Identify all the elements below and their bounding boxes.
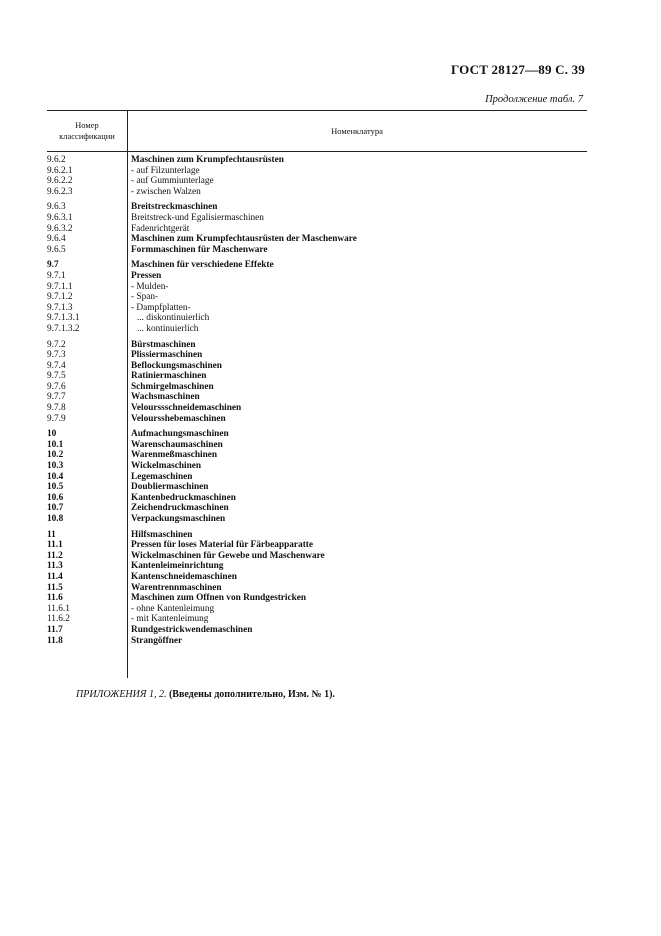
- nomenclature-name: Kantenbedruckmaschinen: [131, 492, 236, 503]
- nomenclature-name: Schmirgelmaschinen: [131, 381, 214, 392]
- classification-number: 11.6: [47, 593, 63, 604]
- nomenclature-name: Pressen: [131, 270, 162, 281]
- classification-number: 9.6.3.2: [47, 223, 73, 234]
- table-row: [47, 340, 587, 351]
- classification-number: 9.6.4: [47, 234, 66, 245]
- table-row: [47, 350, 587, 361]
- classification-number: 9.7.7: [47, 392, 66, 403]
- nomenclature-name: Maschinen zum Krumpfechtausrüsten der Maschenware: [131, 234, 357, 245]
- row-group: [47, 429, 587, 524]
- table-row: [47, 551, 587, 562]
- nomenclature-name: Pressen für loses Material für Färbeapparatte: [131, 540, 314, 551]
- nomenclature-name: ... diskontinuierlich: [137, 313, 210, 324]
- nomenclature-name: Fadenrichtgerät: [131, 223, 190, 234]
- classification-number: 9.7.1.3.2: [47, 323, 80, 334]
- nomenclature-name: Wickelmaschinen: [131, 461, 202, 472]
- nomenclature-name: Strangöffner: [131, 635, 183, 646]
- nomenclature-name: Doubliermaschinen: [131, 482, 209, 493]
- table-row: [47, 530, 587, 541]
- nomenclature-name: Kantenleimeinrichtung: [131, 561, 224, 572]
- classification-number: 9.7.5: [47, 371, 66, 382]
- table-row: [47, 155, 587, 166]
- nomenclature-name: Velourssschneidemaschinen: [131, 403, 242, 414]
- nomenclature-name: Maschinen für verschiedene Effekte: [131, 260, 274, 271]
- row-group: [47, 340, 587, 425]
- table-body: [47, 152, 587, 646]
- column-header-nomenclature: Номенклатура: [331, 126, 383, 136]
- table-row: [47, 292, 587, 303]
- nomenclature-name: Rundgestrickwendemaschinen: [131, 624, 253, 635]
- nomenclature-name: Warentrennmaschinen: [131, 582, 222, 593]
- classification-number: 11.7: [47, 624, 63, 635]
- table-row: [47, 382, 587, 393]
- table-row: [47, 614, 587, 625]
- nomenclature-name: Formmaschinen für Maschenware: [131, 244, 268, 255]
- nomenclature-name: ... kontinuierlich: [137, 323, 199, 334]
- table-row: [47, 392, 587, 403]
- table-row: [47, 561, 587, 572]
- classification-number: 10.2: [47, 450, 64, 461]
- nomenclature-name: Verpackungsmaschinen: [131, 514, 226, 524]
- table-continuation-label: Продолжение табл. 7: [485, 94, 583, 105]
- column-header-number-line2: классификации: [59, 131, 115, 141]
- table-header: [47, 110, 587, 152]
- classification-number: 10.7: [47, 503, 64, 514]
- table-row: [47, 493, 587, 504]
- table-row: [47, 450, 587, 461]
- nomenclature-name: Zeichendruckmaschinen: [131, 503, 229, 514]
- row-group: [47, 155, 587, 197]
- classification-number: 9.7.1: [47, 270, 66, 281]
- nomenclature-name: - auf Filzunterlage: [131, 165, 200, 176]
- classification-number: 10.4: [47, 471, 64, 482]
- nomenclature-name: - Span-: [131, 292, 159, 303]
- nomenclature-name: Aufmachungsmaschinen: [131, 429, 229, 440]
- classification-number: 10: [47, 429, 57, 440]
- classification-number: 10.3: [47, 461, 64, 472]
- nomenclature-name: Bürstmaschinen: [131, 339, 196, 350]
- nomenclature-name: Breitstreckmaschinen: [131, 202, 218, 213]
- table-row: [47, 461, 587, 472]
- classification-number: 9.6.3: [47, 202, 66, 213]
- footer-note: [76, 689, 335, 700]
- classification-number: 9.6.2.3: [47, 186, 73, 197]
- table-row: [47, 282, 587, 293]
- classification-number: 10.1: [47, 439, 64, 450]
- nomenclature-name: - zwischen Walzen: [131, 186, 201, 197]
- classification-number: 11.2: [47, 550, 63, 561]
- table-row: [47, 187, 587, 198]
- classification-number: 9.7.1.2: [47, 292, 73, 303]
- classification-number: 9.7.4: [47, 360, 66, 371]
- nomenclature-name: - Mulden-: [131, 281, 169, 292]
- classification-number: 9.6.5: [47, 244, 66, 255]
- classification-number: 11.6.2: [47, 614, 70, 625]
- table-row: [47, 583, 587, 594]
- table-row: [47, 313, 587, 324]
- classification-number: 9.7.3: [47, 350, 66, 361]
- classification-number: 9.7.1.1: [47, 281, 73, 292]
- table-row: [47, 361, 587, 372]
- nomenclature-name: - ohne Kantenleimung: [131, 603, 215, 614]
- table-row: [47, 166, 587, 177]
- nomenclature-table: [47, 110, 587, 651]
- table-row: [47, 403, 587, 414]
- table-row: [47, 245, 587, 256]
- table-row: [47, 429, 587, 440]
- nomenclature-name: Breitstreck-und Egalisiermaschinen: [131, 212, 264, 223]
- classification-number: 9.7.6: [47, 381, 66, 392]
- classification-number: 9.6.2: [47, 155, 66, 165]
- classification-number: 9.7.1.3: [47, 302, 73, 313]
- classification-number: 9.7.2: [47, 339, 66, 350]
- classification-number: 11.6.1: [47, 603, 70, 614]
- classification-number: 11.3: [47, 561, 63, 572]
- footer-appendix-label: ПРИЛОЖЕНИЯ 1, 2.: [76, 689, 167, 700]
- classification-number: 10.8: [47, 514, 64, 524]
- nomenclature-name: Wachsmaschinen: [131, 392, 200, 403]
- nomenclature-name: - auf Gummiunterlage: [131, 176, 214, 187]
- classification-number: 9.6.3.1: [47, 212, 73, 223]
- classification-number: 11.5: [47, 582, 63, 593]
- nomenclature-name: - Dampfplatten-: [131, 302, 191, 313]
- table-row: [47, 324, 587, 335]
- row-group: [47, 260, 587, 334]
- nomenclature-name: - mit Kantenleimung: [131, 614, 209, 625]
- nomenclature-name: Plissiermaschinen: [131, 350, 203, 361]
- table-row: [47, 503, 587, 514]
- classification-number: 9.6.2.2: [47, 176, 73, 187]
- table-row: [47, 572, 587, 583]
- column-header-number: [47, 111, 127, 151]
- table-row: [47, 260, 587, 271]
- classification-number: 10.6: [47, 492, 64, 503]
- classification-number: 9.7.1.3.1: [47, 313, 80, 324]
- table-row: [47, 202, 587, 213]
- nomenclature-name: Warenmeßmaschinen: [131, 450, 218, 461]
- classification-number: 11.1: [47, 540, 63, 551]
- page-header: ГОСТ 28127—89 С. 39: [451, 62, 585, 77]
- classification-number: 9.6.2.1: [47, 165, 73, 176]
- table-row: [47, 636, 587, 647]
- table-row: [47, 271, 587, 282]
- table-row: [47, 303, 587, 314]
- classification-number: 11.8: [47, 635, 63, 646]
- nomenclature-name: Kantenschneidemaschinen: [131, 571, 237, 582]
- nomenclature-name: Legemaschinen: [131, 471, 193, 482]
- table-row: [47, 472, 587, 483]
- table-row: [47, 224, 587, 235]
- classification-number: 11: [47, 529, 56, 540]
- footer-amendment-note: (Введены дополнительно, Изм. № 1).: [168, 689, 335, 700]
- table-row: [47, 593, 587, 604]
- nomenclature-name: Warenschaumaschinen: [131, 439, 223, 450]
- table-row: [47, 514, 587, 525]
- classification-number: 9.7.8: [47, 403, 66, 414]
- classification-number: 9.7.9: [47, 413, 66, 424]
- table-row: [47, 604, 587, 615]
- nomenclature-name: Hilfsmaschinen: [131, 529, 193, 540]
- classification-number: 9.7: [47, 260, 59, 271]
- table-row: [47, 540, 587, 551]
- nomenclature-name: Beflockungsmaschinen: [131, 360, 222, 371]
- row-group: [47, 530, 587, 647]
- column-header-number-line1: Номер: [75, 120, 99, 130]
- table-row: [47, 371, 587, 382]
- table-row: [47, 213, 587, 224]
- nomenclature-name: Maschinen zum Offnen von Rundgestricken: [131, 593, 307, 604]
- nomenclature-name: Wickelmaschinen für Gewebe und Maschenware: [131, 550, 325, 561]
- nomenclature-name: Ratiniermaschinen: [131, 371, 207, 382]
- table-row: [47, 414, 587, 425]
- table-row: [47, 482, 587, 493]
- table-row: [47, 176, 587, 187]
- row-group: [47, 202, 587, 255]
- nomenclature-name: Veloursshebemaschinen: [131, 413, 226, 424]
- table-row: [47, 234, 587, 245]
- table-row: [47, 625, 587, 636]
- table-row: [47, 440, 587, 451]
- classification-number: 11.4: [47, 571, 63, 582]
- nomenclature-name: Maschinen zum Krumpfechtausrüsten: [131, 155, 284, 165]
- classification-number: 10.5: [47, 482, 64, 493]
